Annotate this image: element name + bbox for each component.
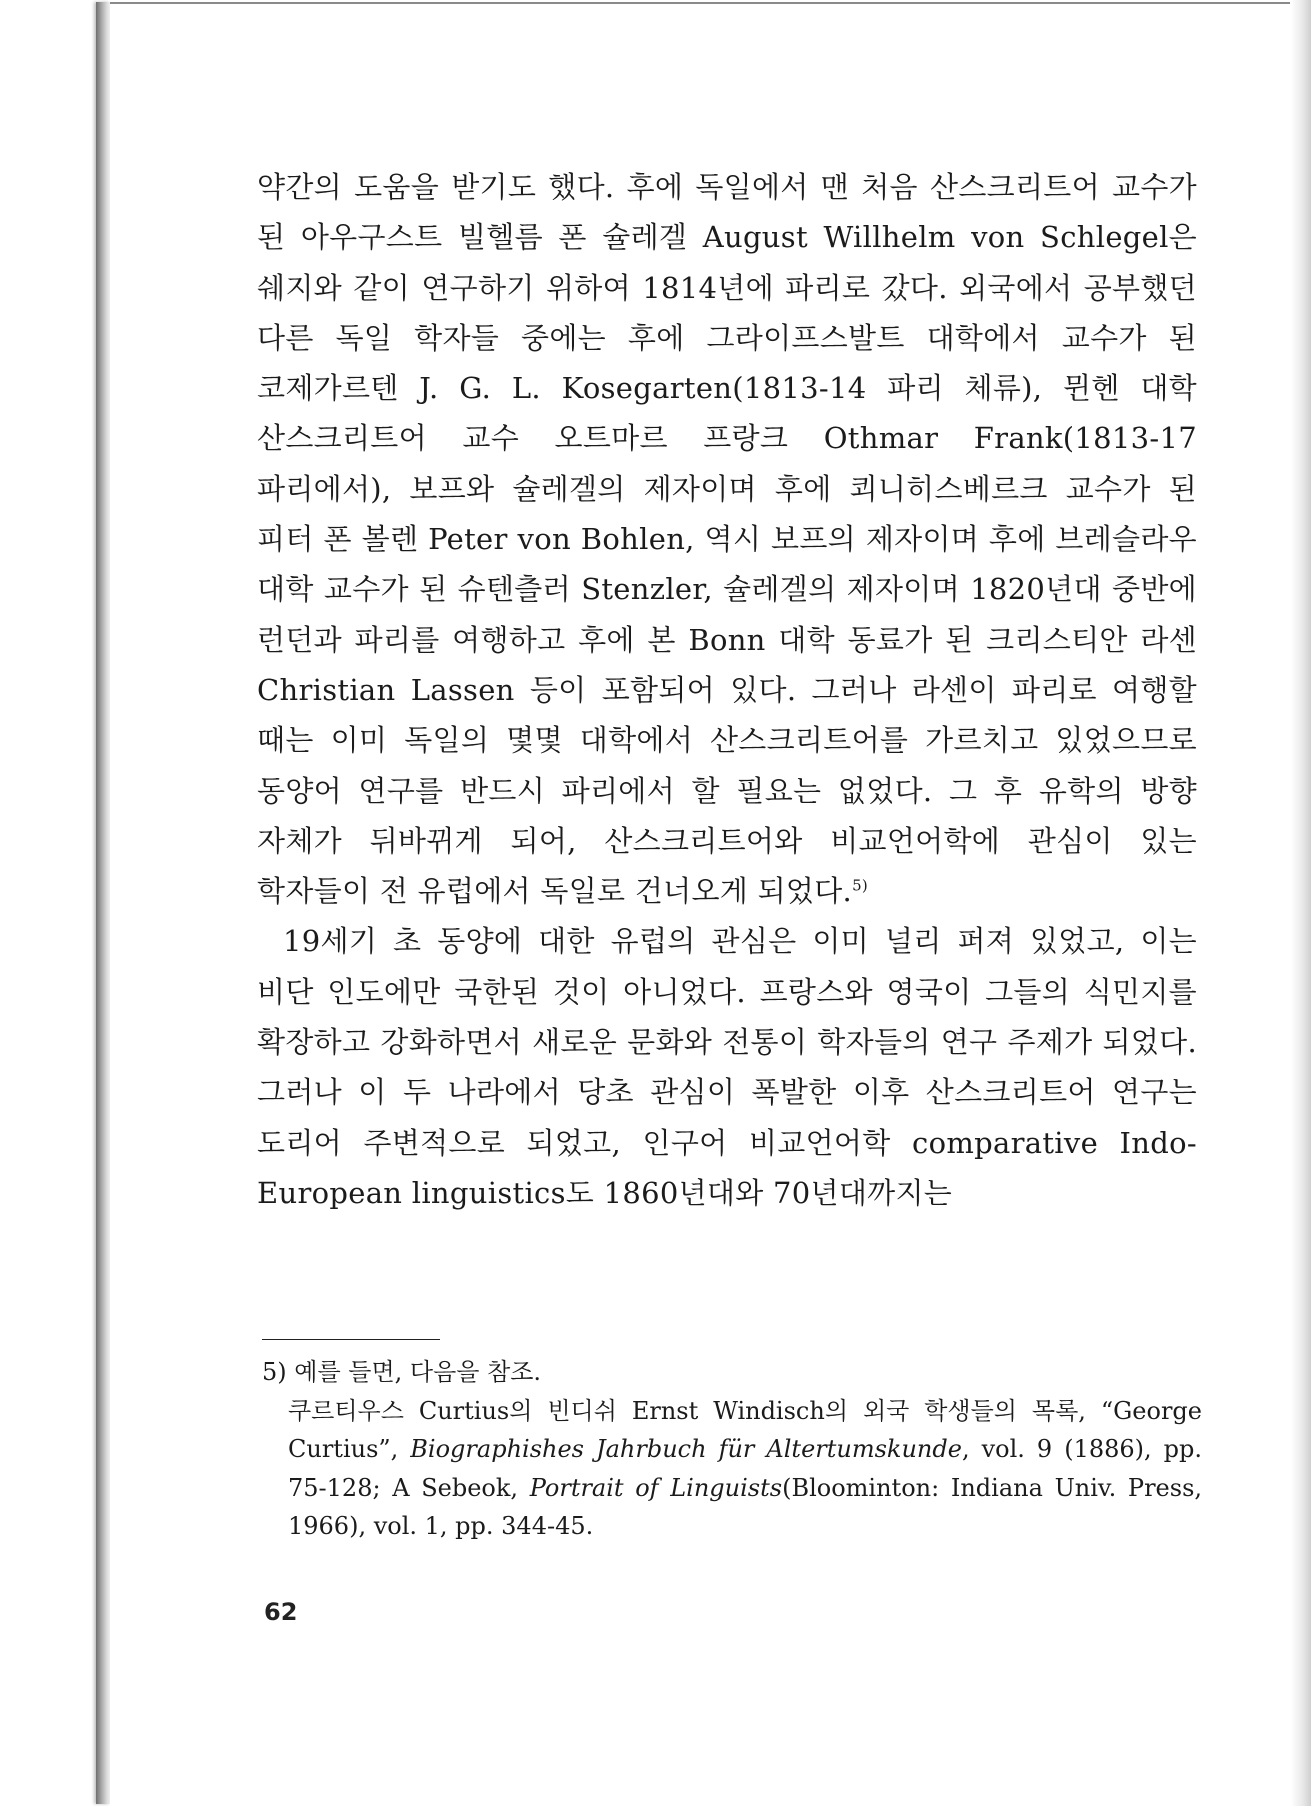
main-text [257,162,1197,1218]
footnote-text-1: 쿠르티우스 Curtius의 빈디쉬 Ernst Windisch의 외국 학생들의 목록, “George Curtius”, [288,1396,1202,1463]
footnote-journal-title: Biographishes Jahrbuch für Altertumskunde [410,1435,962,1463]
book-binding [0,0,112,1806]
page-right-shadow [1291,0,1311,1806]
footnotes [262,1353,1202,1546]
footnote-text-2: , vol. 9 (1886), pp. 75-128; A Sebeok, [288,1435,1202,1502]
page-number: 62 [264,1598,298,1626]
binding-edge [96,2,110,1804]
paragraph-2: 19세기 초 동양에 대한 유럽의 관심은 이미 널리 퍼져 있었고, 이는 비단 인도에만 국한된 것이 아니었다. 프랑스와 영국이 그들의 식민지를 확장하고 강화하면서 새로운 문화와 전통이 학자들의 연구 주제가 되었다. 그러나 이 두 나라에서 당초 관심이 폭발한 이후 산스크리트어 연구는 도리어 주변적으로 되었고, 인구어 비교언어학 comparative Indo-European linguistics도 1860년대와 70년대까지는 [257,924,1197,1210]
footnote-reference: 5) [852,876,869,895]
footnote-body [262,1392,1202,1546]
footnote-separator [262,1339,440,1340]
footnote-book-title: Portrait of Linguists [529,1473,783,1502]
paragraph-1-text: 약간의 도움을 받기도 했다. 후에 독일에서 맨 처음 산스크리트어 교수가 된 아우구스트 빌헬름 폰 슐레겔 August Willhelm von Schlegel은 쉐지와 같이 연구하기 위하여 1814년에 파리로 갔다. 외국에서 공부했던 다른 독일 학자들 중에는 후에 그라이프스발트 대학에서 교수가 된 코제가르텐 J. G. L. Kosegarten(1813-14 파리 체류), 뮌헨 대학 산스크리트어 교수 오트마르 프랑크 Othmar Frank(1813-17 파리에서), 보프와 슐레겔의 제자이며 후에 쾨니히스베르크 교수가 된 피터 폰 볼렌 Peter von Bohlen, 역시 보프의 제자이며 후에 브레슬라우 대학 교수가 된 슈텐츨러 Stenzler, 슐레겔의 제자이며 1820년대 중반에 런던과 파리를 여행하고 후에 본 Bonn 대학 동료가 된 크리스티안 라센 Christian Lassen 등이 포함되어 있다. 그러나 라센이 파리로 여행할 때는 이미 독일의 몇몇 대학에서 산스크리트어를 가르치고 있었으므로 동양어 연구를 반드시 파리에서 할 필요는 없었다. 그 후 유학의 방향 자체가 뒤바뀌게 되어, 산스크리트어와 비교언어학에 관심이 있는 학자들이 전 유럽에서 독일로 건너오게 되었다. [257,170,1197,909]
footnote-text-3: (Bloominton: Indiana Univ. Press, 1966), vol. 1, pp. 344-45. [288,1473,1203,1540]
paragraph-1 [257,162,1197,916]
footnote-head: 5) 예를 들면, 다음을 참조. [262,1358,542,1386]
